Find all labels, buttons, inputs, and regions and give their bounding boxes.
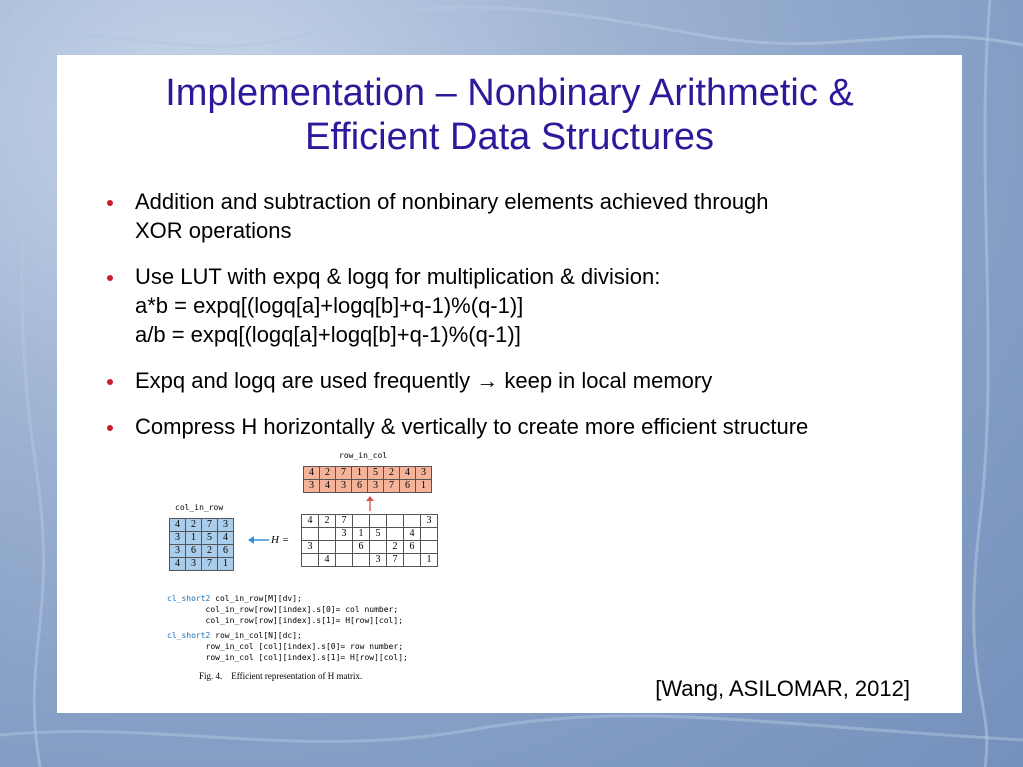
row-in-col-cell: 3: [368, 480, 384, 493]
code-line: [167, 652, 408, 663]
h-matrix-cell: [336, 541, 353, 554]
row-in-col-cell: 1: [416, 480, 432, 493]
h-matrix-row: [302, 554, 438, 567]
row-in-col-cell: 1: [352, 467, 368, 480]
col-in-row-row: [170, 558, 234, 571]
h-matrix-cell: 2: [319, 515, 336, 528]
col-in-row-cell: 6: [218, 545, 234, 558]
col-in-row-cell: 4: [170, 558, 186, 571]
code-text: col_in_row[row][index].s[0]= col number;: [167, 605, 399, 614]
h-matrix-cell: [319, 541, 336, 554]
up-arrow-icon: [365, 496, 375, 512]
h-matrix-cell: 3: [421, 515, 438, 528]
row-in-col-cell: 6: [352, 480, 368, 493]
h-matrix-table: [301, 514, 438, 567]
figure-caption: Fig. 4. Efficient representation of H matrix.: [199, 671, 363, 681]
citation: [Wang, ASILOMAR, 2012]: [655, 676, 910, 701]
col-in-row-cell: 1: [186, 532, 202, 545]
slide: [57, 55, 962, 713]
row-in-col-row: [304, 467, 432, 480]
h-matrix-cell: 1: [421, 554, 438, 567]
h-matrix-cell: 6: [353, 541, 370, 554]
code-block: [167, 593, 408, 663]
row-in-col-cell: 2: [384, 467, 400, 480]
bullet-text: XOR operations: [135, 218, 292, 243]
row-in-col-cell: 4: [304, 467, 320, 480]
row-in-col-cell: 3: [304, 480, 320, 493]
bullet-item: [107, 366, 957, 395]
code-text: col_in_row[M][dv];: [210, 594, 302, 603]
row-in-col-table: [303, 466, 432, 493]
col-in-row-cell: 1: [218, 558, 234, 571]
code-line: [167, 630, 408, 641]
h-matrix-cell: [421, 528, 438, 541]
h-matrix-cell: [353, 554, 370, 567]
col-in-row-cell: 2: [202, 545, 218, 558]
row-in-col-cell: 3: [336, 480, 352, 493]
bullet-dot-icon: [107, 425, 113, 431]
col-in-row-row: [170, 519, 234, 532]
bullet-list: [107, 187, 957, 458]
h-matrix-cell: 6: [404, 541, 421, 554]
col-in-row-row: [170, 545, 234, 558]
h-matrix-cell: [404, 515, 421, 528]
h-matrix-cell: 3: [370, 554, 387, 567]
row-in-col-cell: 4: [400, 467, 416, 480]
h-matrix-cell: 4: [302, 515, 319, 528]
h-matrix-cell: [336, 554, 353, 567]
row-in-col-cell: 2: [320, 467, 336, 480]
h-matrix-figure: [163, 450, 563, 700]
code-text: row_in_col [col][index].s[0]= row number;: [167, 642, 404, 651]
code-text: row_in_col[N][dc];: [210, 631, 302, 640]
h-matrix-cell: 4: [319, 554, 336, 567]
code-line: [167, 604, 408, 615]
bullet-item: [107, 262, 957, 349]
title-line-1: Implementation – Nonbinary Arithmetic &: [165, 72, 854, 114]
h-matrix-row: [302, 541, 438, 554]
h-matrix-cell: [370, 515, 387, 528]
bullet-dot-icon: [107, 200, 113, 206]
col-in-row-cell: 3: [170, 545, 186, 558]
col-in-row-cell: 7: [202, 519, 218, 532]
col-in-row-cell: 3: [170, 532, 186, 545]
code-keyword: cl_short2: [167, 594, 211, 603]
bullet-item: [107, 187, 957, 245]
h-matrix-cell: [387, 528, 404, 541]
h-matrix-cell: 3: [336, 528, 353, 541]
bullet-text: Expq and logq are used frequently → keep in local memory: [135, 368, 713, 393]
h-matrix-cell: [319, 528, 336, 541]
col-in-row-cell: 3: [218, 519, 234, 532]
bullet-text: Addition and subtraction of nonbinary elements achieved through: [135, 189, 769, 214]
row-in-col-cell: 4: [320, 480, 336, 493]
h-matrix-cell: 7: [387, 554, 404, 567]
h-matrix-cell: 2: [387, 541, 404, 554]
col-in-row-cell: 5: [202, 532, 218, 545]
h-matrix-cell: [353, 515, 370, 528]
h-matrix-cell: 3: [302, 541, 319, 554]
row-in-col-label: row_in_col: [339, 451, 388, 460]
h-matrix-cell: 5: [370, 528, 387, 541]
h-matrix-cell: 7: [336, 515, 353, 528]
col-in-row-cell: 4: [218, 532, 234, 545]
code-keyword: cl_short2: [167, 631, 211, 640]
row-in-col-row: [304, 480, 432, 493]
col-in-row-cell: 7: [202, 558, 218, 571]
col-in-row-cell: 3: [186, 558, 202, 571]
col-in-row-cell: 4: [170, 519, 186, 532]
h-matrix-cell: [387, 515, 404, 528]
bullet-text: a*b = expq[(logq[a]+logq[b]+q-1)%(q-1)]: [135, 293, 524, 318]
code-line: [167, 641, 408, 652]
code-text: row_in_col [col][index].s[1]= H[row][col];: [167, 653, 408, 662]
h-matrix-cell: [302, 528, 319, 541]
h-matrix-cell: [421, 541, 438, 554]
row-in-col-cell: 7: [384, 480, 400, 493]
code-line: [167, 593, 408, 604]
h-matrix-cell: [370, 541, 387, 554]
code-text: col_in_row[row][index].s[1]= H[row][col];: [167, 616, 404, 625]
code-line: [167, 615, 408, 626]
col-in-row-label: col_in_row: [175, 503, 224, 512]
h-matrix-cell: [302, 554, 319, 567]
h-matrix-cell: [404, 554, 421, 567]
h-label: H =: [271, 534, 290, 546]
col-in-row-table: [169, 518, 234, 571]
bullet-item: [107, 412, 957, 441]
bullet-text: Compress H horizontally & vertically to create more efficient structure: [135, 414, 809, 439]
bullet-dot-icon: [107, 379, 113, 385]
h-matrix-row: [302, 528, 438, 541]
h-matrix-row: [302, 515, 438, 528]
bullet-text: a/b = expq[(logq[a]+logq[b]+q-1)%(q-1)]: [135, 322, 521, 347]
bullet-dot-icon: [107, 275, 113, 281]
row-in-col-cell: 6: [400, 480, 416, 493]
row-in-col-cell: 3: [416, 467, 432, 480]
left-arrow-icon: [248, 535, 270, 545]
h-matrix-cell: 4: [404, 528, 421, 541]
col-in-row-cell: 6: [186, 545, 202, 558]
row-in-col-cell: 7: [336, 467, 352, 480]
col-in-row-cell: 2: [186, 519, 202, 532]
h-matrix-cell: 1: [353, 528, 370, 541]
col-in-row-row: [170, 532, 234, 545]
title-line-2: Efficient Data Structures: [304, 116, 715, 158]
row-in-col-cell: 5: [368, 467, 384, 480]
bullet-text: Use LUT with expq & logq for multiplication & division:: [135, 264, 661, 289]
slide-title: [57, 71, 962, 159]
